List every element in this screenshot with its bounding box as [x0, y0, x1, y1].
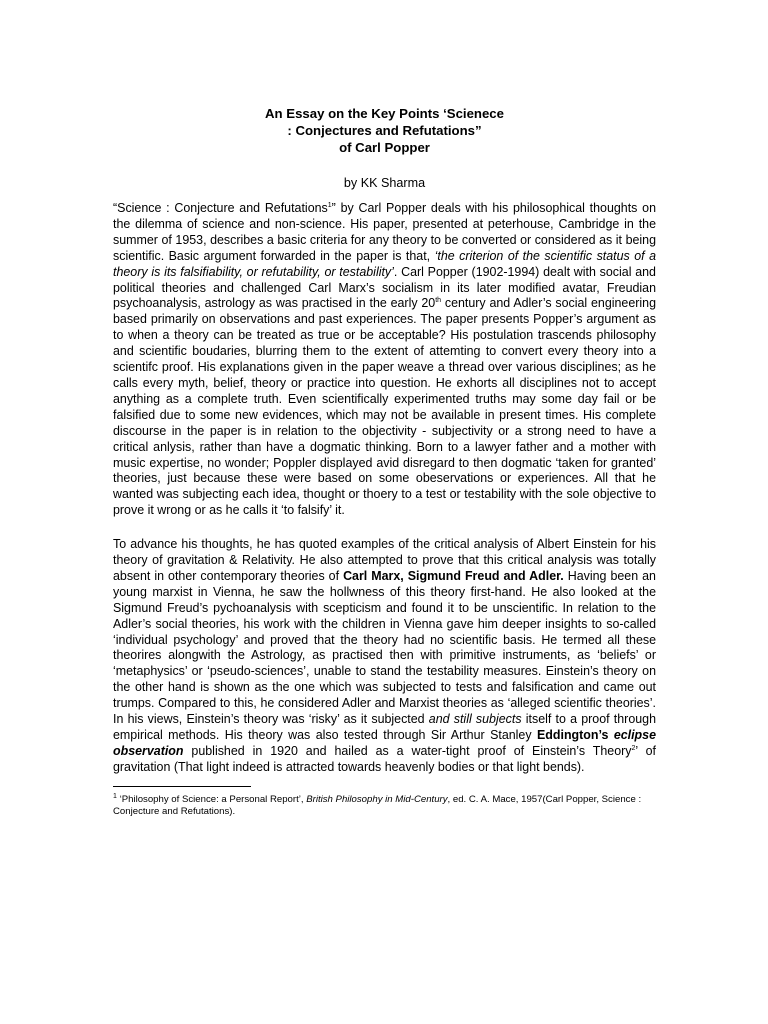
p2-bold-eddington: Eddington’s [537, 728, 614, 742]
footnote-ref-2: 2 [631, 744, 636, 752]
footnote-separator [113, 786, 251, 787]
p2-text-d: published in 1920 and hailed as a water-tight proof of Einstein’s Theory [183, 743, 632, 758]
author-byline: by KK Sharma [343, 176, 426, 190]
p2-bold-italic-eclipse: eclipse observation [113, 728, 656, 758]
p2-text-e: ’ of gravitation (That light indeed is attracted towards heavenly bodies or that light bends). [113, 743, 656, 774]
document-page [113, 105, 656, 819]
p1-text-c: . Carl Popper (1902-1994) dealt with social and political theories and challenged Carl Marx’s socialism in its later modified avatar, Freudian psychoanalysis, astrology as was practised in the early 20 [113, 264, 656, 311]
ordinal-suffix: th [435, 297, 442, 305]
title-line-2: : Conjectures and Refutations” [287, 123, 482, 138]
p1-text-a: “Science : Conjecture and Refutations [113, 201, 328, 215]
p1-quote: ‘the criterion of the scientific status of a theory is its falsifiability, or refutability, or testability’ [113, 248, 656, 279]
footnote-ref-1: 1 [327, 201, 332, 209]
footnote-italic-title: British Philosophy in Mid-Century [306, 793, 448, 805]
document-title [113, 105, 656, 156]
p1-text-d: century and Adler’s social engineering based primarily on observations and past experiences. The paper presents Popper’s argument as to when a theory can be treated as true or be acceptable? His postulation trascends philosophy and scientific boudaries, blurring them to the extent of attemting to convert every theory into a scientifc proof. His explanations given in the paper weave a thread over various disciplines; as he calls every myth, belief, theory or practice into question. He exhorts all disciplines not to accept anything as a complete truth. Even scientifically experimented truths may some day fail or be falsified due to some new evidences, which may not be available in present times. His complete discourse in the paper is in relation to the objectivity - subjectivity or a strong need to have a critical anlysis, rather than have a dogmatic thinking. Born to a lawyer father and a mother with music expertise, no wonder; Poppler displayed avid disregard to then dogmatic ‘taken for granted’ theories, just because these were based on some obeservations or experiences. All that he wanted was subjecting each idea, thought or thoery to a test or testability with the sole objective to prove it wrong or as he calls it ‘to falsify’ it. [113, 296, 656, 518]
footnote-text-b: , ed. C. A. Mace, 1957(Carl Popper, Science : Conjecture and Refutations). [113, 793, 642, 818]
title-line-3: of Carl Popper [339, 140, 430, 155]
p2-italic-phrase: and still subjects [428, 712, 522, 727]
paragraph-1 [113, 201, 656, 519]
p2-bold-names: Carl Marx, Sigmund Freud and Adler. [343, 568, 564, 583]
footnote-text-a: ‘Philosophy of Science: a Personal Report’, [116, 793, 307, 805]
p2-text-c: itself to a proof through empirical methods. His theory was also tested through Sir Arthur Stanley [113, 712, 656, 742]
p2-text-b: Having been an young marxist in Vienna, he saw the hollwness of this theory first-hand. He also looked at the Sigmund Freud’s pychoanalysis with scepticism and found it to be unscientific. In relation to the Adler’s social theories, his work with the children in Vienna gave him deeper insights to so-called ‘individual psychology’ and proved that the theory had no scientific basis. He termed all these theorires alongwith the Astrology, as practised then with primitive instruments, as ‘beliefs’ or ‘metaphysics’ or ‘pseudo-sciences’, unable to stand the testability measures. Einstein’s theory on the other hand is shown as the one which was subjected to tests and falsification and came out trumps. Compared to this, he considered Adler and Marxist theories as ‘alleged scientific theories’. In his views, Einstein’s theory was ‘risky’ as it subjected [113, 568, 656, 727]
title-line-1: An Essay on the Key Points ‘Scienece [265, 106, 504, 121]
footnote-1 [113, 794, 656, 819]
p1-text-b: ” by Carl Popper deals with his philosophical thoughts on the dilemma of science and non-science. His paper, presented at peterhouse, Cambridge in the summer of 1953, describes a basic criteria for any theory to be converted or considered as it being scientific. Basic argument forwarded in the paper is that, [113, 201, 656, 263]
paragraph-2 [113, 537, 656, 776]
footnote-marker: 1 [113, 792, 117, 800]
p2-text-a: To advance his thoughts, he has quoted examples of the critical analysis of Albert Einstein for his theory of gravitation & Relativity. He also attempted to prove that this critical analysis was totally absent in other contemporary theories of [113, 537, 656, 583]
